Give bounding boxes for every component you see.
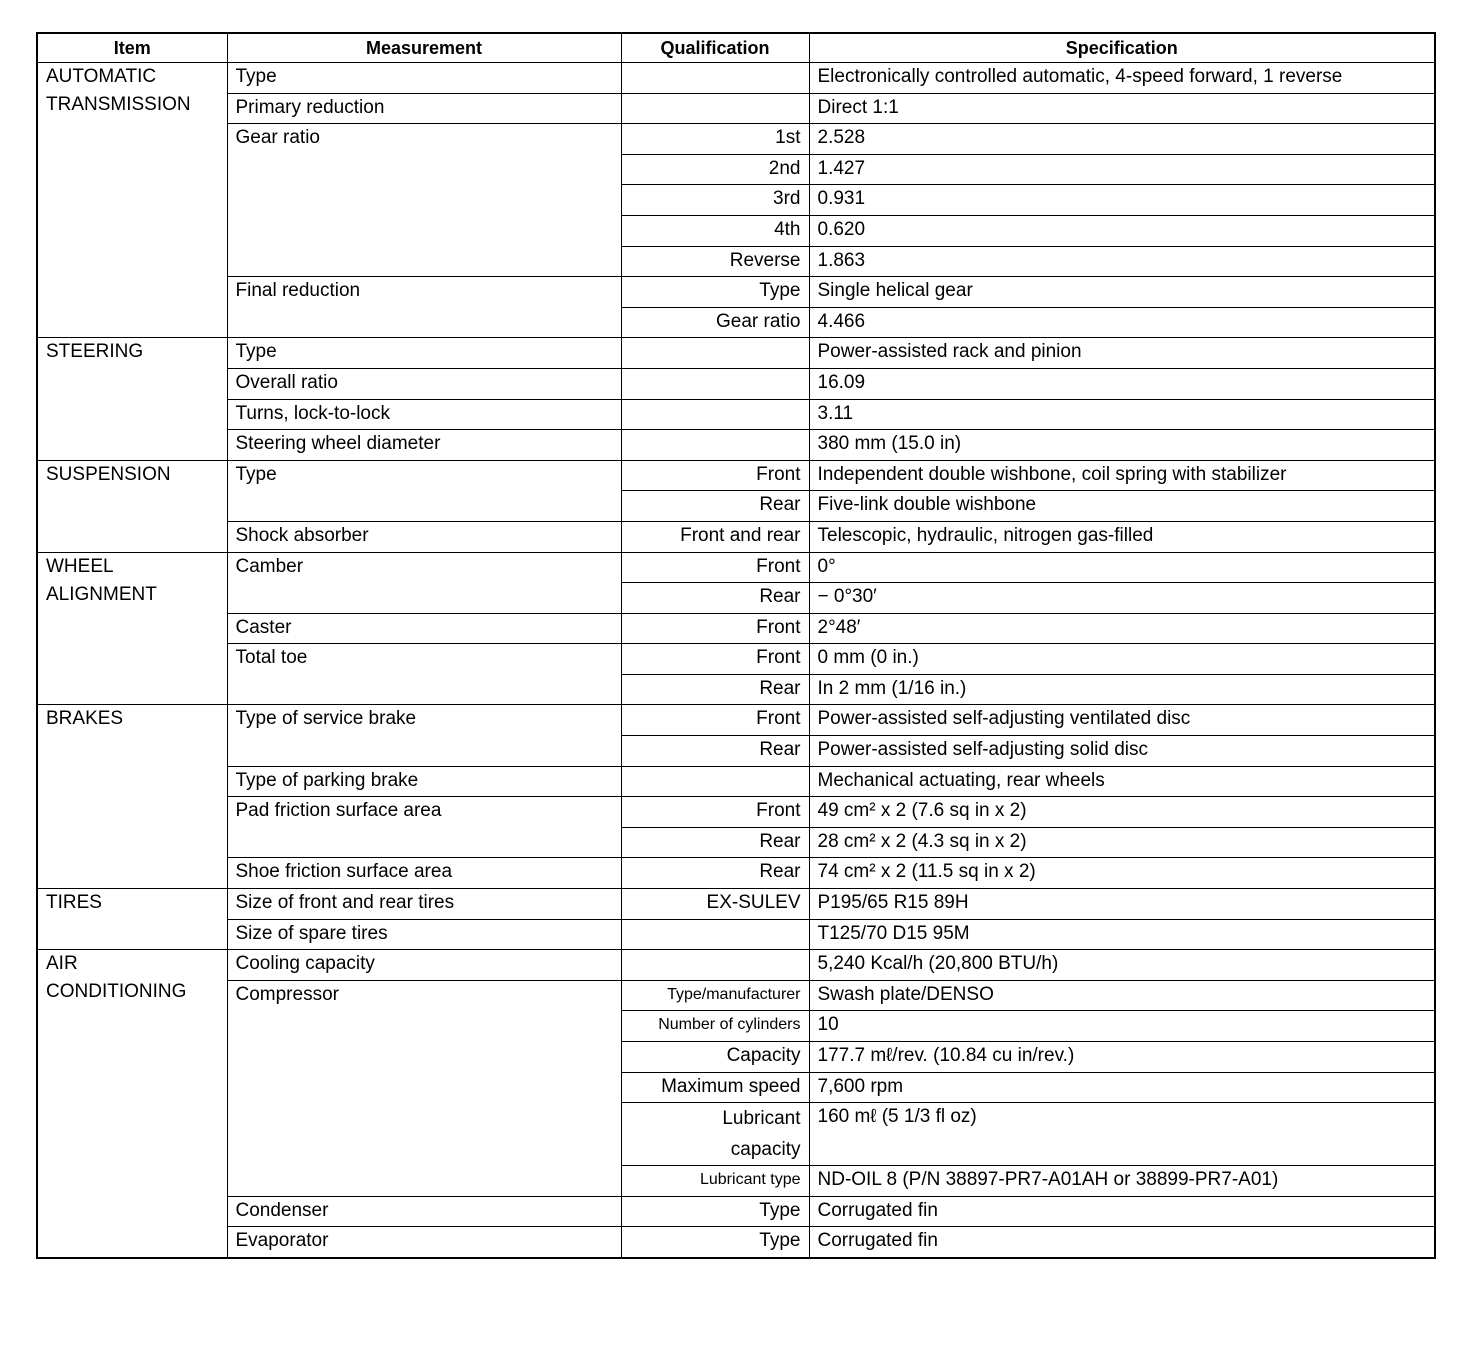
qualification-cell: Front	[621, 460, 809, 491]
specification-cell: Independent double wishbone, coil spring with stabilizer	[809, 460, 1435, 491]
table-row	[37, 124, 1435, 155]
table-row	[37, 552, 1435, 583]
header-measurement: Measurement	[227, 33, 621, 63]
table-row	[37, 980, 1435, 1011]
measurement-cell: Cooling capacity	[227, 950, 621, 981]
qualification-cell: Lubricant capacity	[621, 1103, 809, 1166]
qualification-cell: 3rd	[621, 185, 809, 216]
table-row	[37, 705, 1435, 736]
specification-cell: 3.11	[809, 399, 1435, 430]
item-automatic-transmission: AUTOMATIC TRANSMISSION	[37, 63, 227, 338]
qualification-cell: EX-SULEV	[621, 889, 809, 920]
measurement-cell: Turns, lock-to-lock	[227, 399, 621, 430]
qualification-cell	[621, 430, 809, 461]
measurement-cell: Type of parking brake	[227, 766, 621, 797]
qualification-cell: Type	[621, 1196, 809, 1227]
specification-cell: − 0°30′	[809, 583, 1435, 614]
table-row	[37, 950, 1435, 981]
measurement-cell: Size of front and rear tires	[227, 889, 621, 920]
specification-cell: Electronically controlled automatic, 4-speed forward, 1 reverse	[809, 63, 1435, 94]
measurement-cell: Evaporator	[227, 1227, 621, 1258]
measurement-cell: Overall ratio	[227, 368, 621, 399]
table-row	[37, 399, 1435, 430]
table-row	[37, 460, 1435, 491]
qualification-cell: 2nd	[621, 154, 809, 185]
measurement-cell: Condenser	[227, 1196, 621, 1227]
measurement-cell: Size of spare tires	[227, 919, 621, 950]
header-item: Item	[37, 33, 227, 63]
specification-cell: 10	[809, 1011, 1435, 1042]
specification-cell: 380 mm (15.0 in)	[809, 430, 1435, 461]
qualification-cell: Rear	[621, 583, 809, 614]
table-row	[37, 63, 1435, 94]
specification-cell: 0.620	[809, 215, 1435, 246]
specification-cell: Swash plate/DENSO	[809, 980, 1435, 1011]
qualification-cell: Front	[621, 705, 809, 736]
specification-cell: 160 mℓ (5 1/3 fl oz)	[809, 1103, 1435, 1166]
qualification-cell	[621, 338, 809, 369]
qualification-cell: Rear	[621, 858, 809, 889]
item-wheel-alignment: WHEEL ALIGNMENT	[37, 552, 227, 705]
table-row	[37, 858, 1435, 889]
specification-cell: 2°48′	[809, 613, 1435, 644]
measurement-cell: Type	[227, 63, 621, 94]
table-row	[37, 889, 1435, 920]
header-row	[37, 33, 1435, 63]
qualification-cell: Type	[621, 1227, 809, 1258]
qualification-cell: Front	[621, 613, 809, 644]
specification-cell: Single helical gear	[809, 277, 1435, 308]
specification-cell: Mechanical actuating, rear wheels	[809, 766, 1435, 797]
qualification-cell: Reverse	[621, 246, 809, 277]
qualification-cell: Front	[621, 797, 809, 828]
measurement-cell: Final reduction	[227, 277, 621, 338]
measurement-cell: Type	[227, 460, 621, 521]
specification-cell: 0.931	[809, 185, 1435, 216]
measurement-cell: Caster	[227, 613, 621, 644]
qualification-cell	[621, 919, 809, 950]
measurement-cell: Camber	[227, 552, 621, 613]
qualification-cell: Front and rear	[621, 521, 809, 552]
qualification-cell: 1st	[621, 124, 809, 155]
specification-cell: In 2 mm (1/16 in.)	[809, 674, 1435, 705]
measurement-cell: Gear ratio	[227, 124, 621, 277]
measurement-cell: Type	[227, 338, 621, 369]
measurement-cell: Type of service brake	[227, 705, 621, 766]
table-row	[37, 1196, 1435, 1227]
specification-cell: 0 mm (0 in.)	[809, 644, 1435, 675]
specification-cell: Telescopic, hydraulic, nitrogen gas-filled	[809, 521, 1435, 552]
specification-cell: Corrugated fin	[809, 1196, 1435, 1227]
specifications-table	[36, 32, 1436, 1259]
item-tires: TIRES	[37, 889, 227, 950]
table-row	[37, 430, 1435, 461]
table-row	[37, 613, 1435, 644]
header-qualification: Qualification	[621, 33, 809, 63]
table-row	[37, 368, 1435, 399]
measurement-cell: Shock absorber	[227, 521, 621, 552]
table-row	[37, 1227, 1435, 1258]
qualification-cell: Rear	[621, 827, 809, 858]
specification-cell: 177.7 mℓ/rev. (10.84 cu in/rev.)	[809, 1042, 1435, 1073]
qualification-cell	[621, 766, 809, 797]
specification-cell: Power-assisted self-adjusting solid disc	[809, 736, 1435, 767]
qualification-cell	[621, 950, 809, 981]
qualification-cell: Type/manufacturer	[621, 980, 809, 1011]
item-steering: STEERING	[37, 338, 227, 460]
qualification-cell: Number of cylinders	[621, 1011, 809, 1042]
specification-cell: P195/65 R15 89H	[809, 889, 1435, 920]
specification-cell: Power-assisted rack and pinion	[809, 338, 1435, 369]
qualification-cell	[621, 368, 809, 399]
table-row	[37, 797, 1435, 828]
specification-cell: Corrugated fin	[809, 1227, 1435, 1258]
table-row	[37, 277, 1435, 308]
qualification-cell: Rear	[621, 736, 809, 767]
specification-cell: 16.09	[809, 368, 1435, 399]
specification-cell: 5,240 Kcal/h (20,800 BTU/h)	[809, 950, 1435, 981]
specification-cell: ND-OIL 8 (P/N 38897-PR7-A01AH or 38899-PR7-A01)	[809, 1166, 1435, 1197]
specification-cell: Direct 1:1	[809, 93, 1435, 124]
specification-cell: 0°	[809, 552, 1435, 583]
header-specification: Specification	[809, 33, 1435, 63]
measurement-cell: Primary reduction	[227, 93, 621, 124]
measurement-cell: Compressor	[227, 980, 621, 1196]
item-suspension: SUSPENSION	[37, 460, 227, 552]
specification-cell: T125/70 D15 95M	[809, 919, 1435, 950]
measurement-cell: Shoe friction surface area	[227, 858, 621, 889]
qualification-cell: Lubricant type	[621, 1166, 809, 1197]
qualification-cell: Front	[621, 644, 809, 675]
qualification-cell: Rear	[621, 674, 809, 705]
measurement-cell: Pad friction surface area	[227, 797, 621, 858]
specification-cell: 4.466	[809, 307, 1435, 338]
qualification-cell: Gear ratio	[621, 307, 809, 338]
qualification-cell	[621, 93, 809, 124]
table-row	[37, 93, 1435, 124]
measurement-cell: Steering wheel diameter	[227, 430, 621, 461]
specification-cell: 7,600 rpm	[809, 1072, 1435, 1103]
qualification-cell: Capacity	[621, 1042, 809, 1073]
table-row	[37, 766, 1435, 797]
item-brakes: BRAKES	[37, 705, 227, 889]
specification-cell: 1.427	[809, 154, 1435, 185]
specification-cell: 2.528	[809, 124, 1435, 155]
qualification-cell	[621, 63, 809, 94]
qualification-cell: Front	[621, 552, 809, 583]
qualification-cell: Type	[621, 277, 809, 308]
specification-cell: 49 cm² x 2 (7.6 sq in x 2)	[809, 797, 1435, 828]
table-row	[37, 521, 1435, 552]
measurement-cell: Total toe	[227, 644, 621, 705]
qualification-cell: Maximum speed	[621, 1072, 809, 1103]
table-row	[37, 644, 1435, 675]
table-row	[37, 919, 1435, 950]
specification-cell: Five-link double wishbone	[809, 491, 1435, 522]
qualification-cell: 4th	[621, 215, 809, 246]
item-air-conditioning: AIR CONDITIONING	[37, 950, 227, 1258]
qualification-cell	[621, 399, 809, 430]
specification-cell: 74 cm² x 2 (11.5 sq in x 2)	[809, 858, 1435, 889]
specification-cell: 1.863	[809, 246, 1435, 277]
qualification-cell: Rear	[621, 491, 809, 522]
specification-cell: Power-assisted self-adjusting ventilated disc	[809, 705, 1435, 736]
specification-cell: 28 cm² x 2 (4.3 sq in x 2)	[809, 827, 1435, 858]
table-row	[37, 338, 1435, 369]
